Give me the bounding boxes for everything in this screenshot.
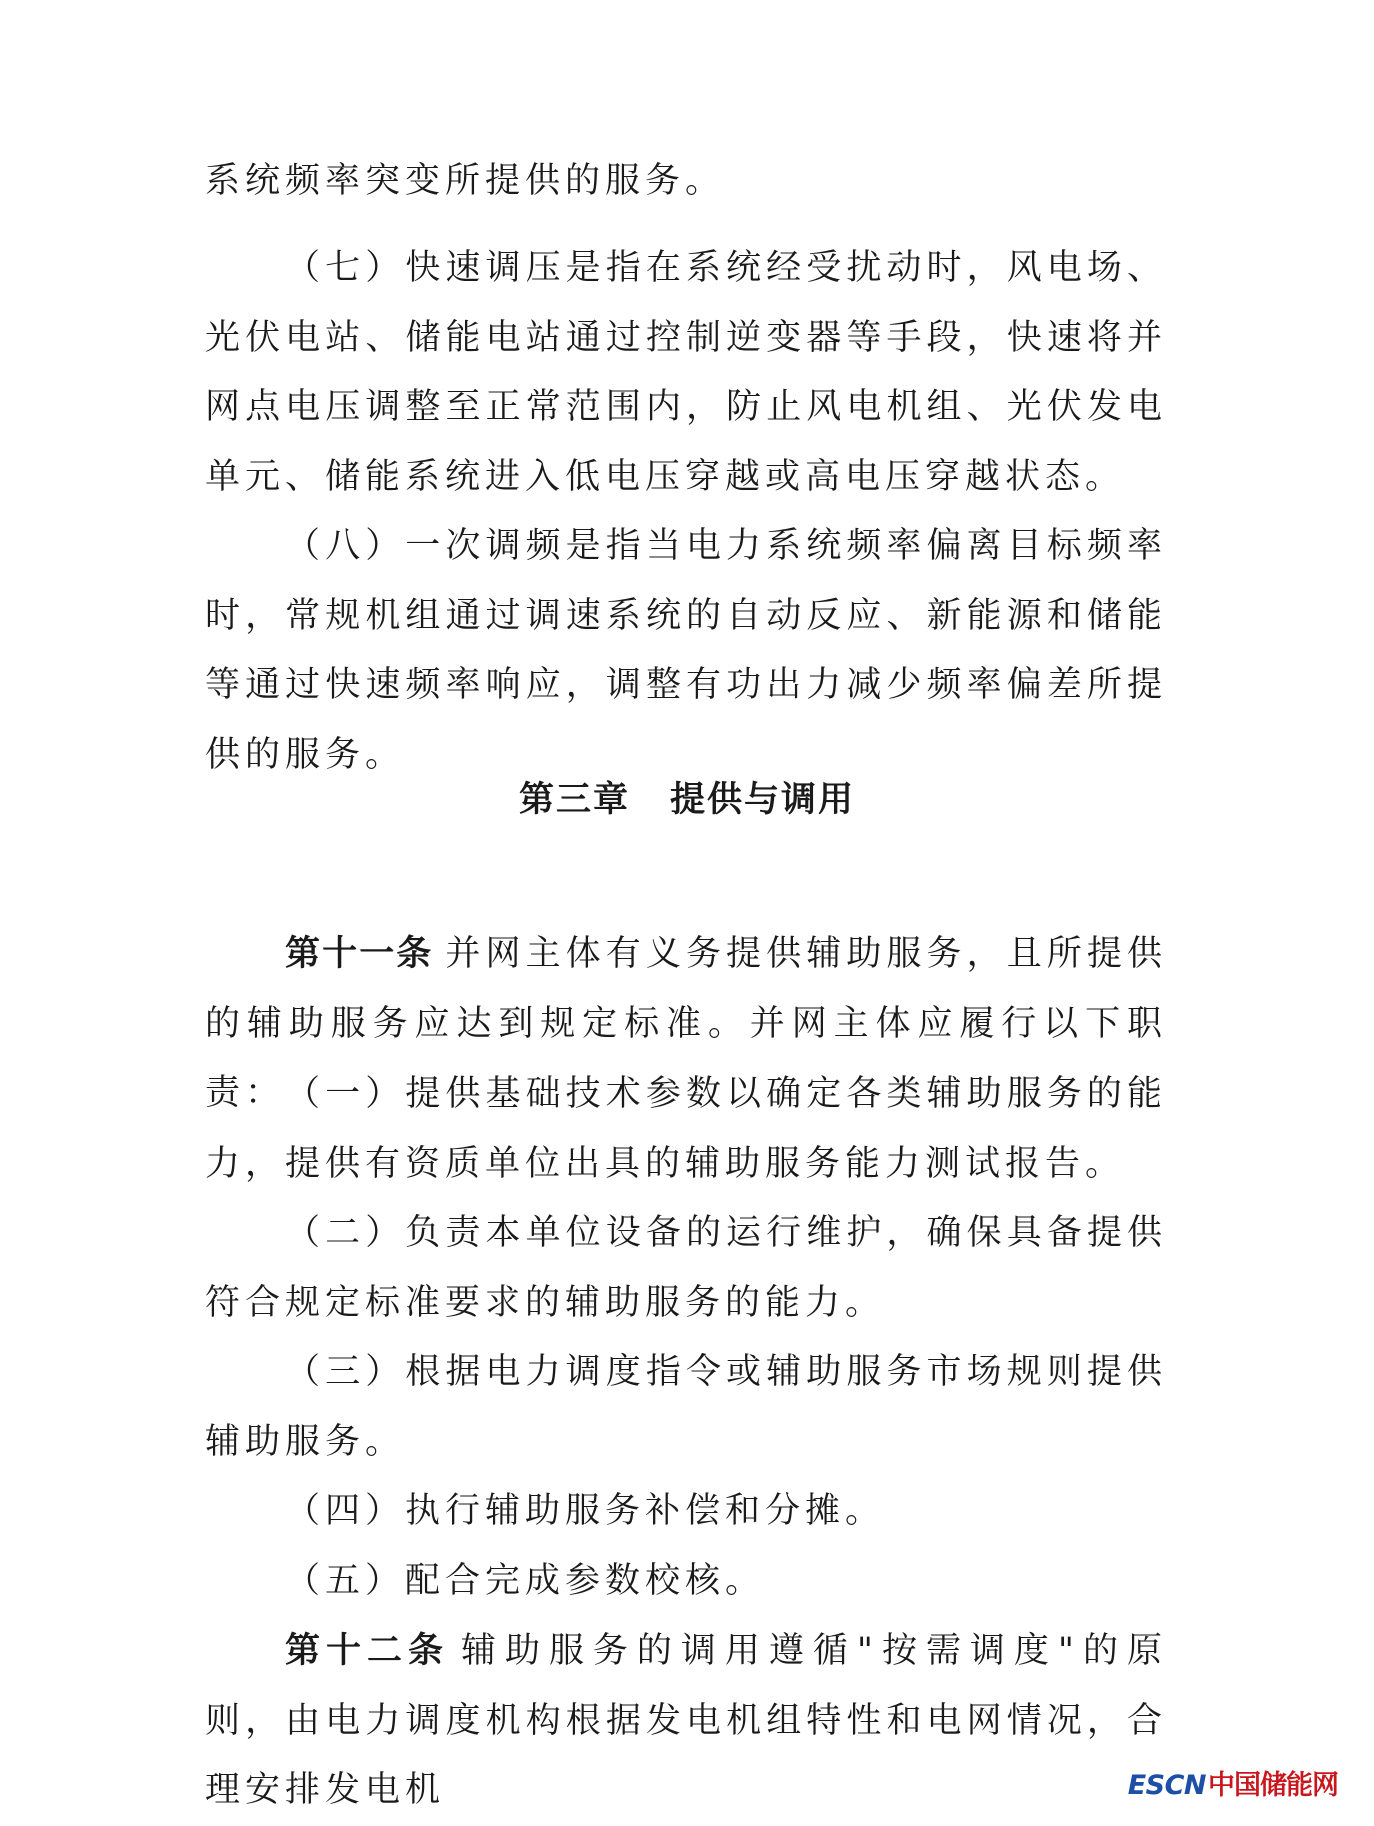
paragraph-continuation: 系统频率突变所提供的服务。 [205, 161, 726, 201]
article-12 [205, 1617, 1167, 1826]
chapter-title: 提供与调用 [670, 780, 856, 820]
watermark-brand-en: ESCN [1127, 1770, 1206, 1801]
article-11-text: 并网主体有义务提供辅助服务，且所提供的辅助服务应达到规定标准。并网主体应履行以下职责： [205, 934, 1167, 1113]
article-11-item-2: （二）负责本单位设备的运行维护，确保具备提供符合规定标准要求的辅助服务的能力。 [205, 1213, 1167, 1323]
chapter-heading [0, 772, 1374, 822]
article-11-item-4: （四）执行辅助服务补偿和分摊。 [285, 1491, 886, 1531]
escn-watermark-logo [1128, 1763, 1338, 1802]
article-12-label: 第十二条 [285, 1631, 449, 1671]
article-12-text: 辅助服务的调用遵循"按需调度"的原则，由电力调度机构根据发电机组特性和电网情况，合理安排发电机 [205, 1631, 1167, 1810]
paragraph-item-8: （八）一次调频是指当电力系统频率偏离目标频率时，常规机组通过调速系统的自动反应、新能源和储能等通过快速频率响应，调整有功出力减少频率偏差所提供的服务。 [205, 526, 1167, 775]
paragraph-item-7: （七）快速调压是指在系统经受扰动时，风电场、光伏电站、储能电站通过控制逆变器等手段，快速将并网点电压调整至正常范围内，防止风电机组、光伏发电单元、储能系统进入低电压穿越或高电压穿越状态。 [205, 248, 1167, 497]
article-11-label: 第十一条 [285, 934, 434, 974]
chapter-number: 第三章 [518, 780, 630, 820]
article-11-item-1: （一）提供基础技术参数以确定各类辅助服务的能力，提供有资质单位出具的辅助服务能力测试报告。 [205, 1074, 1167, 1184]
article-11-item-5: （五）配合完成参数校核。 [285, 1561, 766, 1601]
watermark-brand-cn: 中国储能网 [1208, 1770, 1338, 1801]
article-11-item-3: （三）根据电力调度指令或辅助服务市场规则提供辅助服务。 [205, 1352, 1167, 1462]
